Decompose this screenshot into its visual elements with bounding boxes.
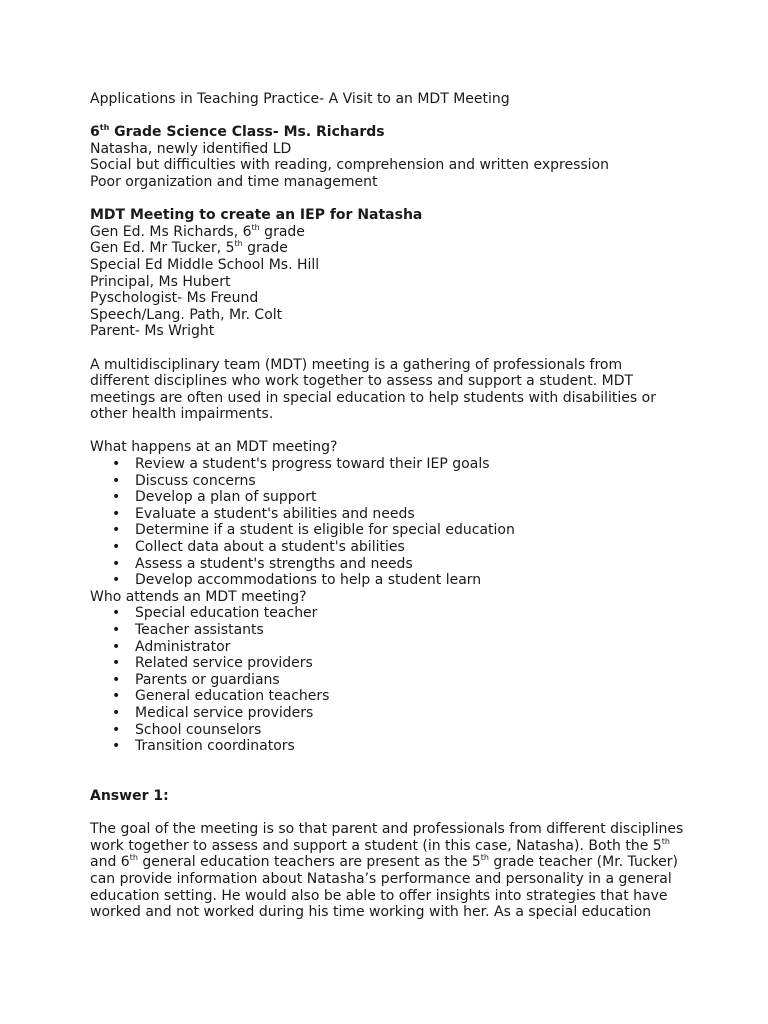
list-item-text: Teacher assistants [135,622,264,638]
list-item [90,705,690,722]
list-item [90,539,690,556]
ordinal-suffix: th [99,123,110,133]
ordinal-suffix: th [480,853,489,863]
heading-text: 6 [90,124,100,141]
list-item-text: General education teachers [135,688,330,705]
bullet-icon: • [112,605,121,622]
spacer [90,340,690,357]
list-item-text: Collect data about a student's abilities [135,539,405,556]
spacer [90,771,690,788]
document-title: Applications in Teaching Practice- A Visit to an MDT Meeting [90,91,510,107]
list-item-text: Develop a plan of support [135,489,317,506]
bullet-icon: • [112,572,121,589]
what-happens-question: What happens at an MDT meeting? [90,439,338,456]
team-member-line [90,224,690,241]
ordinal-suffix: th [129,853,138,863]
list-item [90,605,690,622]
team-member-line: Special Ed Middle School Ms. Hill [90,256,320,273]
answer-text: general education teachers are present as the 5 [137,854,481,871]
ordinal-suffix: th [661,836,670,846]
list-item [90,622,690,639]
answer-line [90,838,690,855]
section-heading-mdt: MDT Meeting to create an IEP for Natasha [90,207,423,224]
list-item-text: Transition coordinators [135,738,295,755]
bullet-icon: • [112,505,121,522]
list-item-text: Parents or guardians [135,671,280,688]
list-item-text: Discuss concerns [135,472,256,489]
section-heading-class [90,124,690,141]
answer-heading: Answer 1: [90,787,169,804]
team-member-line [90,240,690,257]
list-item [90,639,690,656]
bullet-icon: • [112,671,121,688]
team-member-line: Parent- Ms Wright [90,323,215,340]
spacer [90,191,690,208]
spacer [90,755,690,772]
list-item-text: Medical service providers [135,704,314,721]
list-item [90,489,690,506]
what-happens-list [90,456,690,589]
list-item [90,688,690,705]
answer-line [90,854,690,871]
intro-paragraph-line: meetings are often used in special education to help students with disabilities or [90,389,656,406]
student-info-line: Poor organization and time management [90,173,378,190]
member-text: grade [242,240,288,257]
list-item-text: Special education teacher [135,605,318,622]
answer-text: grade teacher (Mr. Tucker) [488,854,678,871]
answer-line: can provide information about Natasha’s performance and personality in a general [90,870,672,887]
intro-paragraph-line: other health impairments. [90,406,274,423]
team-member-line: Principal, Ms Hubert [90,273,231,290]
student-info-line: Social but difficulties with reading, comprehension and written expression [90,157,609,174]
bullet-icon: • [112,539,121,556]
bullet-icon: • [112,489,121,506]
list-item-text: Evaluate a student's abilities and needs [135,505,415,522]
bullet-icon: • [112,522,121,539]
bullet-icon: • [112,555,121,572]
bullet-icon: • [112,688,121,705]
list-item-text: Administrator [135,638,231,655]
spacer [90,423,690,440]
spacer [90,108,690,125]
intro-paragraph-line: different disciplines who work together to assess and support a student. MDT [90,373,634,390]
bullet-icon: • [112,456,121,473]
list-item [90,722,690,739]
ordinal-suffix: th [234,239,243,249]
bullet-icon: • [112,472,121,489]
bullet-icon: • [112,655,121,672]
document-page [90,91,690,921]
list-item [90,738,690,755]
who-attends-question: Who attends an MDT meeting? [90,588,307,605]
list-item [90,655,690,672]
list-item [90,522,690,539]
list-item [90,672,690,689]
list-item-text: School counselors [135,721,262,738]
list-item [90,556,690,573]
team-member-line: Speech/Lang. Path, Mr. Colt [90,306,283,323]
bullet-icon: • [112,638,121,655]
list-item-text: Develop accommodations to help a student learn [135,572,482,589]
team-member-line: Pyschologist- Ms Freund [90,290,259,307]
bullet-icon: • [112,622,121,638]
list-item-text: Related service providers [135,655,313,672]
answer-line: worked and not worked during his time working with her. As a special education [90,904,652,921]
list-item-text: Review a student's progress toward their IEP goals [135,456,490,473]
intro-paragraph-line: A multidisciplinary team (MDT) meeting is a gathering of professionals from [90,356,623,373]
list-item-text: Assess a student's strengths and needs [135,555,413,572]
list-item [90,572,690,589]
answer-line: education setting. He would also be able to offer insights into strategies that have [90,887,668,904]
heading-text: Grade Science Class- Ms. Richards [109,124,385,141]
list-item [90,506,690,523]
who-attends-list [90,605,690,754]
bullet-icon: • [112,738,121,755]
answer-paragraph [90,821,690,921]
ordinal-suffix: th [251,222,260,232]
list-item [90,456,690,473]
bullet-icon: • [112,721,121,738]
bullet-icon: • [112,704,121,721]
student-info-line: Natasha, newly identified LD [90,140,292,157]
list-item-text: Determine if a student is eligible for special education [135,522,515,539]
answer-line: The goal of the meeting is so that parent and professionals from different disciplines [90,821,684,838]
member-text: grade [259,223,305,240]
member-text: Gen Ed. Ms Richards, 6 [90,223,252,240]
answer-text: work together to assess and support a student (in this case, Natasha). Both the 5 [90,837,662,854]
member-text: Gen Ed. Mr Tucker, 5 [90,240,235,257]
list-item [90,473,690,490]
spacer [90,805,690,822]
answer-text: and 6 [90,854,130,871]
